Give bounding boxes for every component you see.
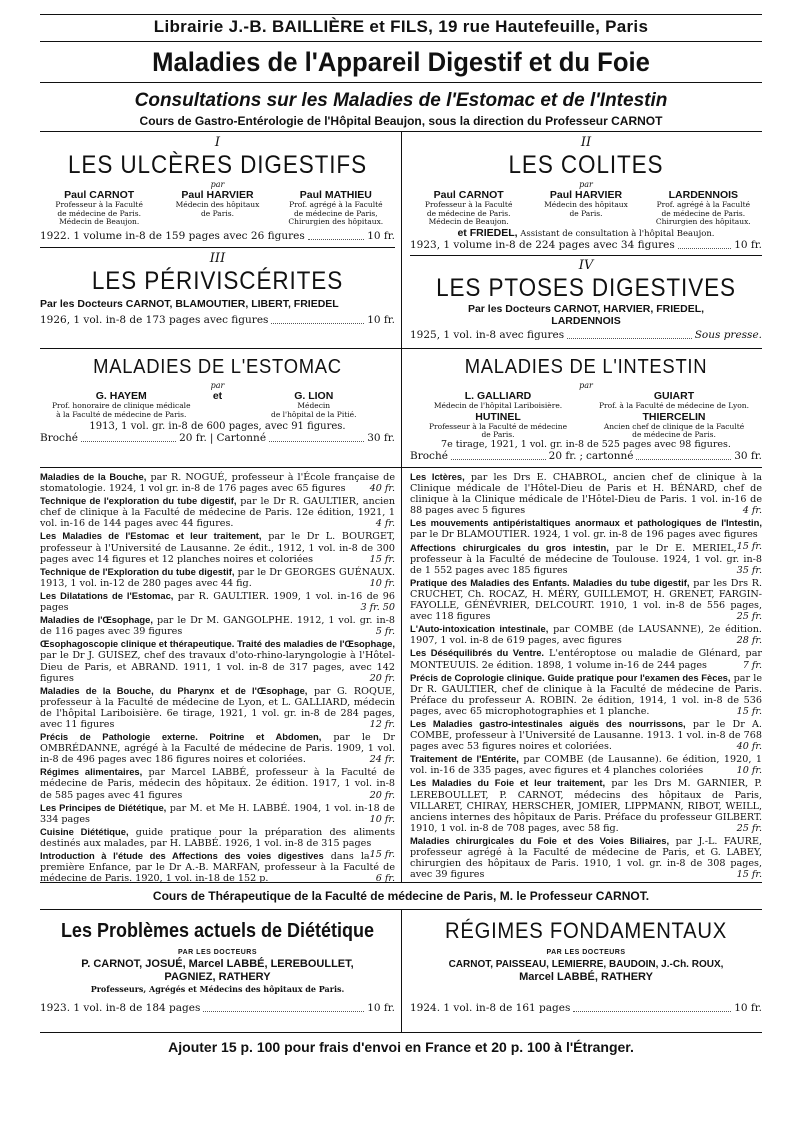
entry-text: par Marcel LABBÉ, professeur à la Faculté de médecine de Paris, médecin des hôpitaux. 2e édition. 1917, 1 vol. in-8 de 585 pages avec 41 figures [40, 767, 395, 801]
par-label: par [579, 381, 593, 390]
course-line: Cours de Thérapeutique de la Faculté de médecine de Paris, M. le Professeur CARNOT. [152, 889, 650, 903]
entry-title: Maladies de la Bouche, du Pharynx et de l'Œsophage, [40, 684, 308, 696]
entry-text: par COMBE (de LAUSANNE), 2e édition. 1907, 1 vol. in-8 de 619 pages, avec figures [410, 624, 762, 647]
author-list [410, 411, 762, 440]
author-role: Ancien chef de clinique de la Faculté de médecine de Paris. [603, 421, 745, 439]
entry-title: Maladies chirurgicales du Foie et des Voies Biliaires, [410, 834, 670, 846]
shipping-note: Ajouter 15 p. 100 pour frais d'envoi en France et 20 p. 100 à l'Étranger. [168, 1039, 634, 1055]
dietetics-books [40, 910, 762, 1032]
author [410, 411, 586, 440]
right-books [401, 132, 762, 348]
right-entry-list [401, 468, 762, 882]
publication-row [40, 314, 395, 327]
course-line: Cours de Gastro-Entérologie de l'Hôpital Beaujon, sous la direction du Professeur CARNOT [139, 114, 663, 128]
par-label: PAR LES DOCTEURS [177, 949, 258, 956]
publication-row [40, 230, 395, 243]
par-label: PAR LES DOCTEURS [546, 949, 626, 956]
price: 10 fr. [367, 313, 395, 326]
author-name: L. GALLIARD [464, 390, 532, 402]
entry-text: par les Drs M. GARNIER, P. LEREBOULLET, P. CARNOT, médecins des hôpitaux de Paris, VILLARET, CHIRAY, HERSCHER, JOMIER, LIPPMANN, RIBOT, WEILL, anciens internes des hôpitaux de Paris. Préface du professeur GILBERT. 1910, 1 vol. in-8 de 708 pages, avec 58 fig. [410, 778, 762, 834]
catalog-entry [40, 638, 395, 683]
price: 10 fr. [367, 229, 395, 242]
book-authors: PAGNIEZ, RATHERY [164, 971, 271, 983]
book-title: RÉGIMES FONDAMENTAUX [444, 918, 727, 943]
intestin-block [401, 349, 762, 467]
entry-price: 35 fr. [736, 564, 762, 576]
author-role: Médecin de l'hôpital de la Pitié. [271, 401, 357, 419]
entry-title: L'Auto-intoxication intestinale, [410, 623, 549, 635]
entry-title: Maladies de la Bouche, [40, 471, 147, 482]
publication-info: 1923. 1 vol. in-8 de 184 pages [40, 1002, 201, 1014]
author-name: Paul HARVIER [181, 189, 254, 201]
publication-row [40, 1002, 395, 1015]
entry-text: par le Dr M. GANGOLPHE. 1912, 1 vol. gr. in-8 de 116 pages avec 39 figures [40, 615, 395, 638]
author-name: Paul MATHIEU [299, 189, 372, 201]
catalog-entry [40, 731, 395, 765]
entry-price: 15 fr. [736, 540, 762, 552]
catalog-entry [40, 495, 395, 529]
book-authors: Marcel LABBÉ, RATHERY [519, 971, 653, 983]
catalog-entry [410, 753, 762, 776]
entry-price: 10 fr. [369, 813, 395, 825]
author [40, 390, 203, 419]
entry-text: L'entéroptose ou maladie de Glénard, par MONTEUUIS. 2e édition. 1898, 1 volume in-16 de 244 pages [410, 648, 763, 671]
entry-title: Traitement de l'Entérite, [410, 753, 519, 765]
catalog-entry [40, 530, 395, 564]
book-title: LES PÉRIVISCÉRITES [91, 266, 344, 295]
rule [410, 255, 762, 256]
book-number: I [214, 135, 221, 150]
entry-title: Affections chirurgicales du gros intestin, [410, 541, 609, 553]
catalog-entry [40, 566, 395, 589]
treatise-section [40, 349, 762, 467]
author-name: et FRIEDEL, [457, 226, 518, 239]
publication-info: 1926, 1 vol. in-8 de 173 pages avec figures [40, 313, 269, 326]
author-role: Prof. agrégé à la Faculté de médecine de Paris, Chirurgien des hôpitaux. [288, 200, 384, 226]
price: 10 fr. [367, 1002, 395, 1014]
price: 20 fr. [179, 432, 207, 444]
entry-text: par R. NOGUÉ, professeur à l'École française de stomatologie. 1924, 1 vol gr. in-8 de 176 pages avec 65 figures [40, 472, 395, 495]
entry-price: 12 fr. [369, 718, 395, 730]
author-name: LARDENNOIS [668, 189, 739, 201]
author-list [40, 390, 395, 419]
author-name: Paul CARNOT [433, 189, 504, 201]
author-name: HUTINEL [475, 410, 521, 423]
entry-title: Précis de Pathologie externe. Poitrine et Abdomen, [40, 731, 322, 743]
author-role: Assistant de consultation à l'hôpital Beaujon. [520, 228, 715, 239]
catalog-entry [40, 802, 395, 825]
entry-price: 28 fr. [736, 635, 762, 647]
entry-text: par le Dr GEORGES GUÉNAUX. 1913, 1 vol. in-12 de 280 pages avec 44 fig. [40, 566, 395, 589]
entry-text: par R. GAULTIER. 1909, 1 vol. in-16 de 96 pages [40, 590, 395, 614]
catalog-entry [40, 766, 395, 800]
catalog-entry [40, 614, 395, 637]
catalog-entry [40, 685, 395, 730]
entry-title: Les Principes de Diététique, [40, 801, 167, 813]
entry-text: par les Drs R. CRUCHET, Ch. ROCAZ, H. MÉRY, GUILLEMOT, H. GRENET, FARGIN-FAYOLLE, GÉNÉVRIER, DELCOURT. 1910, 1 vol. in-8 de 556 pages, avec 118 figures [410, 577, 762, 623]
price: Sous presse. [694, 328, 762, 341]
author-name: G. HAYEM [95, 390, 147, 402]
binding-label: Broché [40, 432, 78, 444]
entry-title: Les Dilatations de l'Estomac, [40, 589, 174, 601]
entry-price: 3 fr. 50 [360, 602, 395, 614]
author-name: GUIART [653, 390, 695, 402]
price: 10 fr. [734, 1002, 762, 1014]
entry-price: 40 fr. [369, 483, 395, 495]
catalog-entry [410, 623, 762, 646]
entry-title: Les Maladies du Foie et leur traitement, [410, 777, 606, 789]
author [233, 390, 396, 419]
entry-price: 4 fr. [375, 518, 395, 530]
entry-title: Régimes alimentaires, [40, 766, 143, 778]
subtitle: Consultations sur les Maladies de l'Estomac et de l'Intestin [134, 90, 668, 111]
book-authors: CARNOT, PAISSEAU, LEMIERRE, BAUDOIN, J.-Ch. ROUX, [448, 959, 724, 970]
book-problemes [40, 910, 401, 1032]
author-name: G. LION [294, 390, 334, 402]
author-role: Professeur à la Faculté de médecine de Paris. Médecin de Beaujon. [55, 200, 143, 226]
book-number: II [580, 135, 592, 150]
publication-row [410, 329, 762, 342]
section-title: MALADIES DE L'INTESTIN [464, 356, 708, 378]
catalog-entry [410, 542, 762, 576]
book-authors: P. CARNOT, JOSUÉ, Marcel LABBÉ, LEREBOULLET, [81, 958, 354, 970]
left-books [40, 132, 401, 348]
entry-price: 10 fr. [369, 577, 395, 589]
binding-label: cartonné [586, 449, 634, 462]
publication-info: 1924. 1 vol. in-8 de 161 pages [410, 1002, 571, 1014]
book-title: LES COLITES [508, 151, 664, 179]
entry-price: 6 fr. [375, 873, 395, 885]
extra-author [410, 227, 762, 239]
entry-title: Précis de Coprologie clinique. Guide pratique pour l'examen des Fèces, [410, 671, 731, 683]
entry-text: par COMBE (de Lausanne). 6e édition, 1920, 1 vol. in-16 de 335 pages, avec figures et 4 planches coloriées [410, 754, 762, 777]
price: 30 fr. [367, 432, 395, 444]
binding-prices: Broché 20 fr. ; cartonné 30 fr. [410, 449, 763, 462]
consultation-books [40, 132, 762, 348]
author-list [40, 189, 395, 227]
catalog-entry [410, 577, 762, 622]
par-label: par [210, 180, 225, 189]
entry-text: par le Dr BLAMOUTIER. 1924, 1 vol. gr. in-8 de 196 pages avec figures [410, 529, 758, 541]
author-roles: Professeurs, Agrégés et Médecins des hôpitaux de Paris. [90, 984, 345, 994]
par-label: par [579, 180, 593, 189]
catalog-page [40, 14, 762, 1134]
price: 30 fr. [734, 449, 763, 462]
author [158, 189, 276, 227]
publication-row [410, 239, 762, 252]
entry-lists [40, 468, 763, 885]
entry-text: par le Dr E. MERIEL, professeur à la Faculté de médecine de Toulouse. 1924, 1 vol. gr. in-8 de 1 552 pages avec 185 figures [410, 542, 762, 576]
entry-price: 20 fr. [369, 672, 395, 684]
entry-price: 40 fr. [736, 741, 762, 753]
author-name: Paul CARNOT [64, 189, 135, 201]
book-authors: Par les Docteurs CARNOT, HARVIER, FRIEDEL, [467, 302, 705, 315]
publication-row [410, 1002, 762, 1015]
entry-text: par le Dr R. GAULTIER, ancien chef de clinique à la Faculté de médecine de Paris. 12e édition, 1921, 1 vol. in-16 de 144 pages avec 44 figures. [40, 496, 395, 530]
entry-title: Cuisine Diététique, [40, 825, 129, 837]
entry-title: Les Ictères, [410, 471, 465, 482]
author-list [410, 390, 762, 411]
entry-title: Technique de l'exploration du tube digestif, [40, 495, 237, 507]
catalog-entry [410, 672, 762, 717]
book-regimes [401, 910, 762, 1032]
author-role: Médecin des hôpitaux de Paris. [175, 200, 260, 218]
entry-title: Pratique des Maladies des Enfants. Maladies du tube digestif, [410, 576, 690, 588]
main-title: Maladies de l'Appareil Digestif et du Foie [152, 47, 650, 77]
entry-title: Les mouvements antipéristaltiques anormaux et pathologiques de l'Intestin, [410, 517, 762, 529]
author [586, 411, 762, 440]
entry-text: guide pratique pour la préparation des aliments destinés aux malades, par H. LABBÉ. 1926, 1 vol. in-8 de 315 pages [40, 826, 395, 849]
author [410, 390, 586, 411]
catalog-entry [410, 647, 762, 670]
entry-title: Maladies de l'Œsophage, [40, 614, 153, 626]
author-role: Médecin des hôpitaux de Paris. [544, 200, 628, 218]
author-role: Prof. honoraire de clinique médicale à la Faculté de médecine de Paris. [51, 401, 191, 419]
entry-price: 25 fr. [736, 611, 762, 623]
entry-text: par G. ROQUE, professeur à la Faculté de médecine de Lyon, et L. GALLIARD, médecin de l'hôpital Lariboisière. 6e tirage, 1921, 1 vol. gr. in-8 de 284 pages, avec 11 figures [40, 685, 395, 730]
publisher-line: Librairie J.-B. BAILLIÈRE et FILS, 19 rue Hautefeuille, Paris [153, 17, 649, 36]
book-title: LES ULCÈRES DIGESTIFS [68, 151, 367, 179]
price: 10 fr. [734, 238, 762, 251]
publication-info: 1913, 1 vol. gr. in-8 de 600 pages, avec 91 figures. [89, 421, 346, 432]
catalog-entry [40, 850, 395, 884]
entry-text: par le Dr J. GUISEZ, chef des travaux d'oto-rhino-laryngologie à l'Hôtel-Dieu de Paris, et ABRAND. 1911, 1 vol. in-8 de 317 pages, avec 142 figures [40, 650, 395, 684]
author-name: Paul HARVIER [549, 189, 623, 201]
binding-label: Broché [410, 449, 448, 462]
entry-text: par le Dr A. COMBE, professeur à l'Université de Lausanne. 1913. 1 vol. in-8 de 768 pages avec 53 figures noires et coloriées. [410, 718, 762, 753]
catalog-entry [410, 835, 762, 880]
entry-title: Les Déséquilibrés du Ventre. [410, 647, 545, 659]
entry-title: Les Maladies gastro-intestinales aiguës des nourrissons, [410, 717, 686, 729]
author [40, 189, 158, 227]
entry-title: Œsophagoscopie clinique et thérapeutique. Traité des maladies de l'Œsophage, [40, 638, 395, 650]
entry-price: 15 fr. [736, 705, 762, 717]
entry-text: par M. et Me H. LABBÉ. 1904, 1 vol. in-18 de 334 pages [40, 802, 395, 825]
author-role: Professeur à la Faculté de médecine de Paris. Médecin de Beaujon. [424, 200, 513, 226]
author-role: Professeur à la Faculté de médecine de Paris. [428, 421, 568, 439]
rule [40, 247, 395, 248]
entry-price: 25 fr. [736, 822, 762, 834]
entry-title: Les Maladies de l'Estomac et leur traitement, [40, 530, 262, 542]
entry-text: par le Dr OMBRÉDANNE, agrégé à la Faculté de médecine de Paris. 1909, 1 vol. in-8 de 496 pages avec 186 figures noires et coloriées. [40, 732, 395, 766]
binding-label: Cartonné [216, 432, 267, 444]
entry-text: dans la première Enfance, par le Dr A.-B. MARFAN, professeur à la Faculté de médecine de Paris. 1920, 1 vol. in-18 de 152 p. [40, 851, 395, 885]
entry-price: 4 fr. [742, 505, 762, 517]
author-role: Prof. agrégé à la Faculté de médecine de Paris. Chirurgien des hôpitaux. [655, 200, 751, 226]
author-role: Médecin de l'hôpital Lariboisière. [433, 401, 563, 410]
book-authors: LARDENNOIS [551, 314, 621, 327]
catalog-entry [40, 590, 395, 613]
entry-text: par les Drs E. CHABROL, ancien chef de clinique à la Clinique médicale de l'Hôtel-Dieu de Paris et H. BÉNARD, chef de clinique à la Clinique médicale de l'Hôtel-Dieu de Paris. 1 vol. in-16 de 88 pages avec 5 figures [410, 472, 762, 517]
entry-price: 20 fr. [369, 789, 395, 801]
book-authors: Par les Docteurs CARNOT, BLAMOUTIER, LIBERT, FRIEDEL [40, 297, 339, 310]
publication-info: 1922. 1 volume in-8 de 159 pages avec 26 figures [40, 229, 305, 242]
catalog-entry [410, 471, 762, 516]
par-label: par [210, 381, 225, 390]
author-list [410, 189, 762, 227]
publication-info: 1925, 1 vol. in-8 avec figures [410, 328, 565, 341]
author-name: THIERCELIN [642, 410, 706, 423]
entry-price: 24 fr. [369, 754, 395, 766]
entry-text: par le Dr R. GAULTIER, chef de clinique à la Faculté de médecine de Paris. Préface du professeur A. ROBIN. 2e édition, 1914, 1 vol. in-8 de 536 pages, avec 65 microphotographies et 1 planche. [410, 672, 762, 717]
entry-price: 7 fr. [742, 659, 762, 671]
price: 20 fr. [548, 449, 577, 462]
section-title: MALADIES DE L'ESTOMAC [93, 356, 342, 378]
estomac-block [40, 349, 401, 467]
binding-prices: Broché 20 fr. | Cartonné 30 fr. [40, 432, 395, 444]
catalog-entry [410, 777, 762, 833]
publication-info: 1923, 1 volume in-8 de 224 pages avec 34 figures [410, 238, 675, 251]
book-number: III [209, 250, 226, 266]
author [277, 189, 395, 227]
conjunction: et [212, 390, 223, 402]
book-title: LES PTOSES DIGESTIVES [436, 273, 736, 302]
entry-price: 10 fr. [736, 765, 762, 777]
entry-price: 15 fr. [369, 849, 395, 860]
entry-text: par le Dr L. BOURGET, professeur à l'Université de Lausanne. 2e édit., 1912, 1 vol. in-8 de 300 pages avec 14 figures et 12 planches noires et coloriées [40, 531, 395, 565]
entry-price: 15 fr. [736, 869, 762, 881]
catalog-entry [410, 718, 762, 752]
catalog-entry [40, 471, 395, 494]
author [645, 189, 762, 227]
book-title: Les Problèmes actuels de Diététique [60, 920, 375, 942]
publication-info: 7e tirage, 1921, 1 vol. gr. in-8 de 525 pages avec 98 figures. [441, 438, 731, 450]
entry-title: Technique de l'Exploration du tube digestif, [40, 565, 235, 577]
rule [40, 82, 762, 83]
author [410, 189, 527, 227]
rule [40, 1032, 762, 1033]
entry-text: par J.-L. FAURE, professeur agrégé à la Faculté de médecine de Paris, et G. LABEY, chirurgien des hôpitaux de Paris. 1910, 1 vol. gr. in-8 de 308 pages, avec 39 figures [410, 835, 762, 881]
author-role: Prof. à la Faculté de médecine de Lyon. [598, 401, 750, 410]
entry-title: Introduction à l'étude des Affections des voies digestives [40, 850, 324, 861]
entry-price: 15 fr. [369, 553, 395, 565]
entry-price: 5 fr. [375, 626, 395, 638]
author [527, 189, 644, 227]
left-entry-list [40, 468, 401, 885]
author [586, 390, 762, 411]
book-number: IV [578, 257, 594, 273]
